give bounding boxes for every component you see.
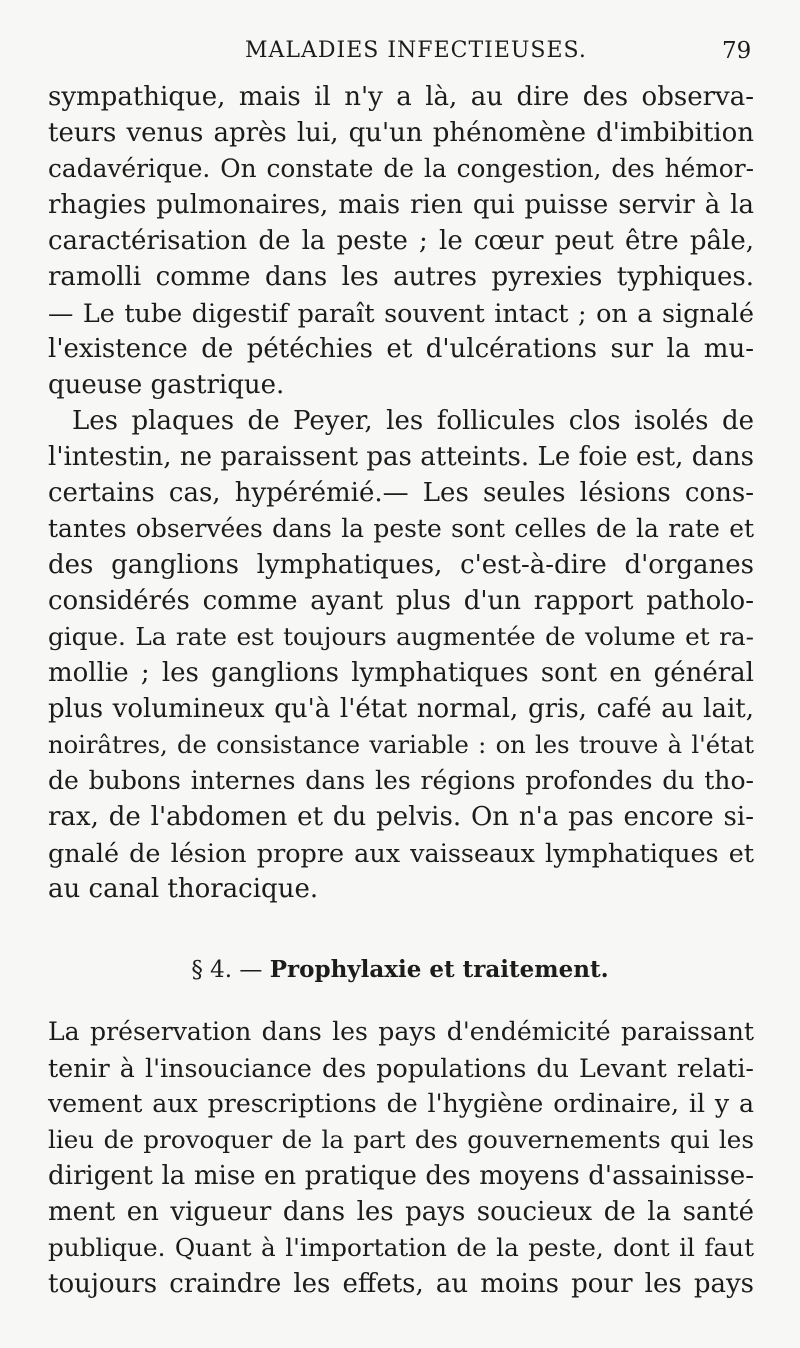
paragraph-2 [48,403,754,907]
section-number: § 4. — [191,957,263,983]
text-line: dirigent la mise en pratique des moyens d'assainisse- [48,1161,754,1191]
text-line: l'existence de pétéchies et d'ulcérations sur la mu- [48,334,754,364]
text-line: certains cas, hypérémié.— Les seules lésions cons- [48,478,754,508]
text-line: toujours craindre les effets, au moins pour les pays [48,1269,754,1299]
text-line: sympathique, mais il n'y a là, au dire des observa- [48,82,754,112]
text-line: l'intestin, ne paraissent pas atteints. Le foie est, dans [48,442,754,472]
text-line: ment en vigueur dans les pays soucieux de la santé [48,1197,754,1227]
text-line: de bubons internes dans les régions profondes du tho- [48,766,754,795]
text-line: cadavérique. On constate de la congestion, des hémor- [48,154,754,183]
paragraph-1 [48,79,754,403]
text-line: Les plaques de Peyer, les follicules clos isolés de [72,406,754,436]
text-line: tantes observées dans la peste sont celles de la rate et [48,514,754,543]
page-number: 79 [722,38,752,64]
text-line: rax, de l'abdomen et du pelvis. On n'a pas encore si- [48,802,754,832]
body-text [48,79,754,907]
text-line: plus volumineux qu'à l'état normal, gris, café au lait, [48,694,754,724]
text-line: caractérisation de la peste ; le cœur peut être pâle, [48,226,754,256]
text-line: gique. La rate est toujours augmentée de volume et ra- [48,622,754,651]
paragraph-3 [48,1014,754,1302]
text-line: lieu de provoquer de la part des gouvernements qui les [48,1125,754,1154]
text-line: gnalé de lésion propre aux vaisseaux lymphatiques et [48,838,754,868]
text-line: tenir à l'insouciance des populations du Levant relati- [48,1053,754,1083]
text-line: La préservation dans les pays d'endémicité paraissant [48,1017,754,1046]
running-title: MALADIES INFECTIEUSES. [245,38,587,63]
text-line: rhagies pulmonaires, mais rien qui puisse servir à la [48,190,754,220]
section-heading [0,950,800,990]
text-line: queuse gastrique. [48,370,285,400]
text-line: ramolli comme dans les autres pyrexies typhiques. [48,262,754,292]
text-line: publique. Quant à l'importation de la peste, dont il faut [48,1233,754,1262]
text-line: des ganglions lymphatiques, c'est-à-dire d'organes [48,550,754,580]
text-line: noirâtres, de consistance variable : on les trouve à l'état [48,731,754,759]
body-text-continued [48,1014,754,1302]
text-line: au canal thoracique. [48,874,319,904]
text-line: teurs venus après lui, qu'un phénomène d'imbibition [48,118,754,148]
text-line: vement aux prescriptions de l'hygiène ordinaire, il y a [48,1089,754,1118]
text-line: — Le tube digestif paraît souvent intact ; on a signalé [48,298,754,328]
section-title: Prophylaxie et traitement. [269,956,609,983]
running-header [0,38,800,74]
text-line: considérés comme ayant plus d'un rapport patholo- [48,586,754,616]
text-line: mollie ; les ganglions lymphatiques sont en général [48,658,754,688]
